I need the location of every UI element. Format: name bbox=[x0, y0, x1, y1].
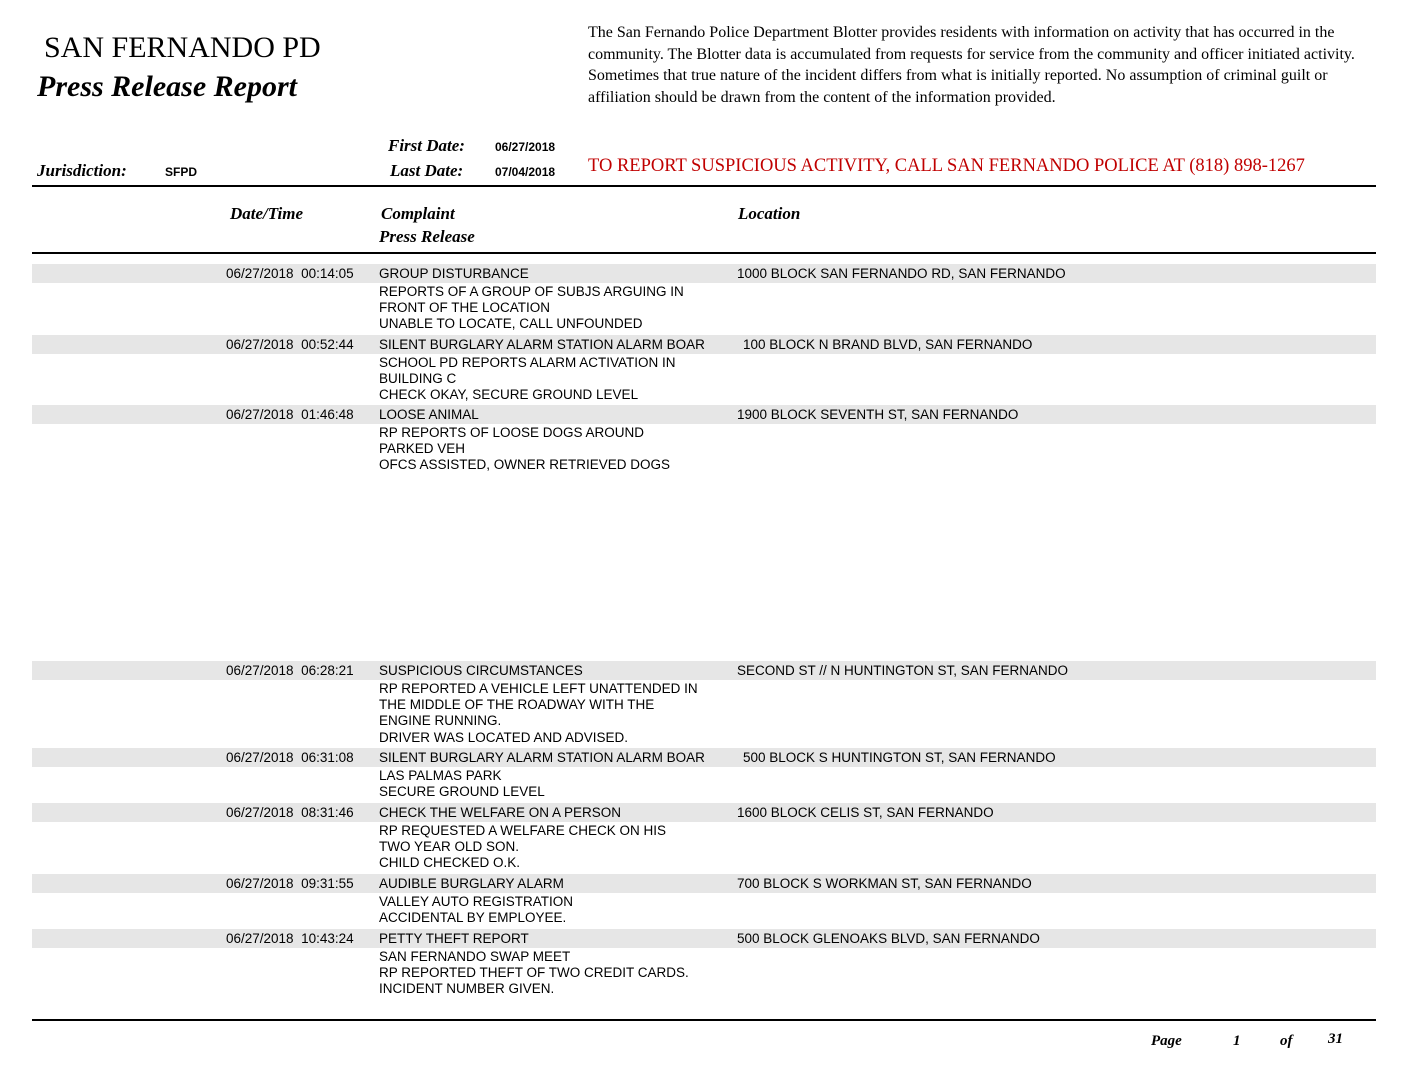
press-release-line: FRONT OF THE LOCATION bbox=[379, 300, 551, 316]
press-release-line: LAS PALMAS PARK bbox=[379, 768, 502, 783]
jurisdiction-label: Jurisdiction: bbox=[37, 161, 127, 180]
press-release-line: RP REPORTED A VEHICLE LEFT UNATTENDED IN bbox=[379, 681, 698, 696]
press-release-line: ENGINE RUNNING. bbox=[379, 713, 502, 729]
jurisdiction-value: SFPD bbox=[165, 165, 198, 179]
record-header-row bbox=[32, 874, 1376, 893]
page-number: 1 bbox=[1233, 1033, 1241, 1049]
press-release-line: ACCIDENTAL BY EMPLOYEE. bbox=[379, 910, 567, 926]
column-header-complaint: Complaint bbox=[381, 204, 455, 223]
record-complaint: GROUP DISTURBANCE bbox=[379, 266, 529, 281]
press-release-line: THE MIDDLE OF THE ROADWAY WITH THE bbox=[379, 697, 655, 713]
press-release-line: CHILD CHECKED O.K. bbox=[379, 855, 521, 871]
record-date: 06/27/2018 bbox=[226, 266, 294, 281]
record-location: 1600 BLOCK CELIS ST, SAN FERNANDO bbox=[737, 805, 994, 820]
press-release-line: DRIVER WAS LOCATED AND ADVISED. bbox=[379, 729, 629, 745]
record-complaint: SILENT BURGLARY ALARM STATION ALARM BOAR bbox=[379, 750, 705, 765]
record-location: 100 BLOCK N BRAND BLVD, SAN FERNANDO bbox=[743, 337, 1033, 352]
record-datetime bbox=[226, 335, 354, 354]
column-header-press-release: Press Release bbox=[379, 227, 475, 246]
record-datetime bbox=[226, 803, 354, 822]
disclaimer-text: The San Fernando Police Department Blotter provides residents with information on activity that has occurred in the community. The Blotter data is accumulated from requests for service from the community and officer initiated activity. Sometimes that true nature of the incident differs from what is initially reported. No assumption of criminal guilt or affiliation should be drawn from the content of the information provided. bbox=[588, 24, 1355, 106]
record-header-row bbox=[32, 803, 1376, 822]
press-release-line: INCIDENT NUMBER GIVEN. bbox=[379, 981, 555, 997]
record-location: SECOND ST // N HUNTINGTON ST, SAN FERNANDO bbox=[737, 663, 1069, 678]
press-release-line: SECURE GROUND LEVEL bbox=[379, 784, 545, 800]
record-entry bbox=[32, 803, 1376, 873]
record-datetime bbox=[226, 748, 354, 767]
record-press-release bbox=[32, 767, 1376, 801]
record-press-release bbox=[32, 424, 1376, 475]
first-date-value: 06/27/2018 bbox=[495, 140, 556, 154]
page-label: Page bbox=[1151, 1033, 1182, 1049]
column-header-datetime: Date/Time bbox=[230, 204, 304, 223]
first-date-label: First Date: bbox=[388, 136, 465, 155]
record-press-release bbox=[32, 822, 1376, 873]
record-header-row bbox=[32, 335, 1376, 354]
record-time: 06:28:21 bbox=[301, 663, 354, 678]
record-complaint: SILENT BURGLARY ALARM STATION ALARM BOAR bbox=[379, 337, 705, 352]
record-time: 08:31:46 bbox=[301, 805, 354, 820]
record-time: 10:43:24 bbox=[301, 931, 354, 946]
record-time: 06:31:08 bbox=[301, 750, 354, 765]
report-notice: TO REPORT SUSPICIOUS ACTIVITY, CALL SAN FERNANDO POLICE AT (818) 898-1267 bbox=[588, 156, 1305, 176]
record-press-release bbox=[32, 680, 1376, 747]
column-header-rule bbox=[32, 252, 1376, 254]
record-complaint: AUDIBLE BURGLARY ALARM bbox=[379, 876, 564, 891]
record-complaint: SUSPICIOUS CIRCUMSTANCES bbox=[379, 663, 583, 678]
press-release-line: RP REQUESTED A WELFARE CHECK ON HIS bbox=[379, 823, 667, 838]
column-header-location: Location bbox=[738, 204, 801, 223]
record-entry bbox=[32, 405, 1376, 475]
record-press-release bbox=[32, 283, 1376, 334]
record-datetime bbox=[226, 874, 354, 893]
agency-name: SAN FERNANDO PD bbox=[44, 31, 321, 64]
last-date-value: 07/04/2018 bbox=[495, 165, 556, 179]
record-date: 06/27/2018 bbox=[226, 750, 294, 765]
record-location: 1000 BLOCK SAN FERNANDO RD, SAN FERNANDO bbox=[737, 266, 1066, 281]
press-release-line: REPORTS OF A GROUP OF SUBJS ARGUING IN bbox=[379, 284, 684, 299]
press-release-line: SAN FERNANDO SWAP MEET bbox=[379, 949, 571, 964]
record-date: 06/27/2018 bbox=[226, 931, 294, 946]
press-release-line: PARKED VEH bbox=[379, 441, 466, 457]
record-datetime bbox=[226, 405, 354, 424]
total-pages: 31 bbox=[1328, 1031, 1343, 1047]
press-release-line: SCHOOL PD REPORTS ALARM ACTIVATION IN bbox=[379, 355, 676, 370]
record-location: 500 BLOCK S HUNTINGTON ST, SAN FERNANDO bbox=[743, 750, 1056, 765]
press-release-line: BUILDING C bbox=[379, 371, 457, 387]
press-release-line: UNABLE TO LOCATE, CALL UNFOUNDED bbox=[379, 316, 643, 332]
record-time: 00:14:05 bbox=[301, 266, 354, 281]
press-release-line: TWO YEAR OLD SON. bbox=[379, 839, 520, 855]
record-time: 09:31:55 bbox=[301, 876, 354, 891]
press-release-line: RP REPORTS OF LOOSE DOGS AROUND bbox=[379, 425, 645, 440]
footer-rule bbox=[32, 1019, 1376, 1021]
record-location: 1900 BLOCK SEVENTH ST, SAN FERNANDO bbox=[737, 407, 1019, 422]
record-header-row bbox=[32, 661, 1376, 680]
record-time: 01:46:48 bbox=[301, 407, 354, 422]
record-date: 06/27/2018 bbox=[226, 805, 294, 820]
record-press-release bbox=[32, 354, 1376, 405]
record-entry bbox=[32, 748, 1376, 801]
record-date: 06/27/2018 bbox=[226, 407, 294, 422]
record-datetime bbox=[226, 661, 354, 680]
record-complaint: CHECK THE WELFARE ON A PERSON bbox=[379, 805, 622, 820]
record-entry bbox=[32, 264, 1376, 334]
record-header-row bbox=[32, 264, 1376, 283]
record-header-row bbox=[32, 748, 1376, 767]
press-release-line: OFCS ASSISTED, OWNER RETRIEVED DOGS bbox=[379, 457, 671, 473]
record-entry bbox=[32, 335, 1376, 405]
record-press-release bbox=[32, 893, 1376, 927]
record-complaint: PETTY THEFT REPORT bbox=[379, 931, 529, 946]
record-header-row bbox=[32, 929, 1376, 948]
record-location: 700 BLOCK S WORKMAN ST, SAN FERNANDO bbox=[737, 876, 1032, 891]
record-time: 00:52:44 bbox=[301, 337, 354, 352]
last-date-label: Last Date: bbox=[390, 161, 464, 180]
record-datetime bbox=[226, 264, 354, 283]
press-release-line: RP REPORTED THEFT OF TWO CREDIT CARDS. bbox=[379, 965, 689, 981]
record-complaint: LOOSE ANIMAL bbox=[379, 407, 479, 422]
record-date: 06/27/2018 bbox=[226, 337, 294, 352]
record-location: 500 BLOCK GLENOAKS BLVD, SAN FERNANDO bbox=[737, 931, 1040, 946]
record-entry bbox=[32, 929, 1376, 999]
of-label: of bbox=[1280, 1033, 1293, 1049]
press-release-line: VALLEY AUTO REGISTRATION bbox=[379, 894, 574, 909]
header-rule bbox=[32, 185, 1376, 187]
record-press-release bbox=[32, 948, 1376, 999]
record-date: 06/27/2018 bbox=[226, 663, 294, 678]
record-date: 06/27/2018 bbox=[226, 876, 294, 891]
record-entry bbox=[32, 874, 1376, 927]
record-datetime bbox=[226, 929, 354, 948]
record-header-row bbox=[32, 405, 1376, 424]
record-entry bbox=[32, 661, 1376, 747]
report-title: Press Release Report bbox=[37, 70, 297, 103]
press-release-line: CHECK OKAY, SECURE GROUND LEVEL bbox=[379, 387, 639, 403]
